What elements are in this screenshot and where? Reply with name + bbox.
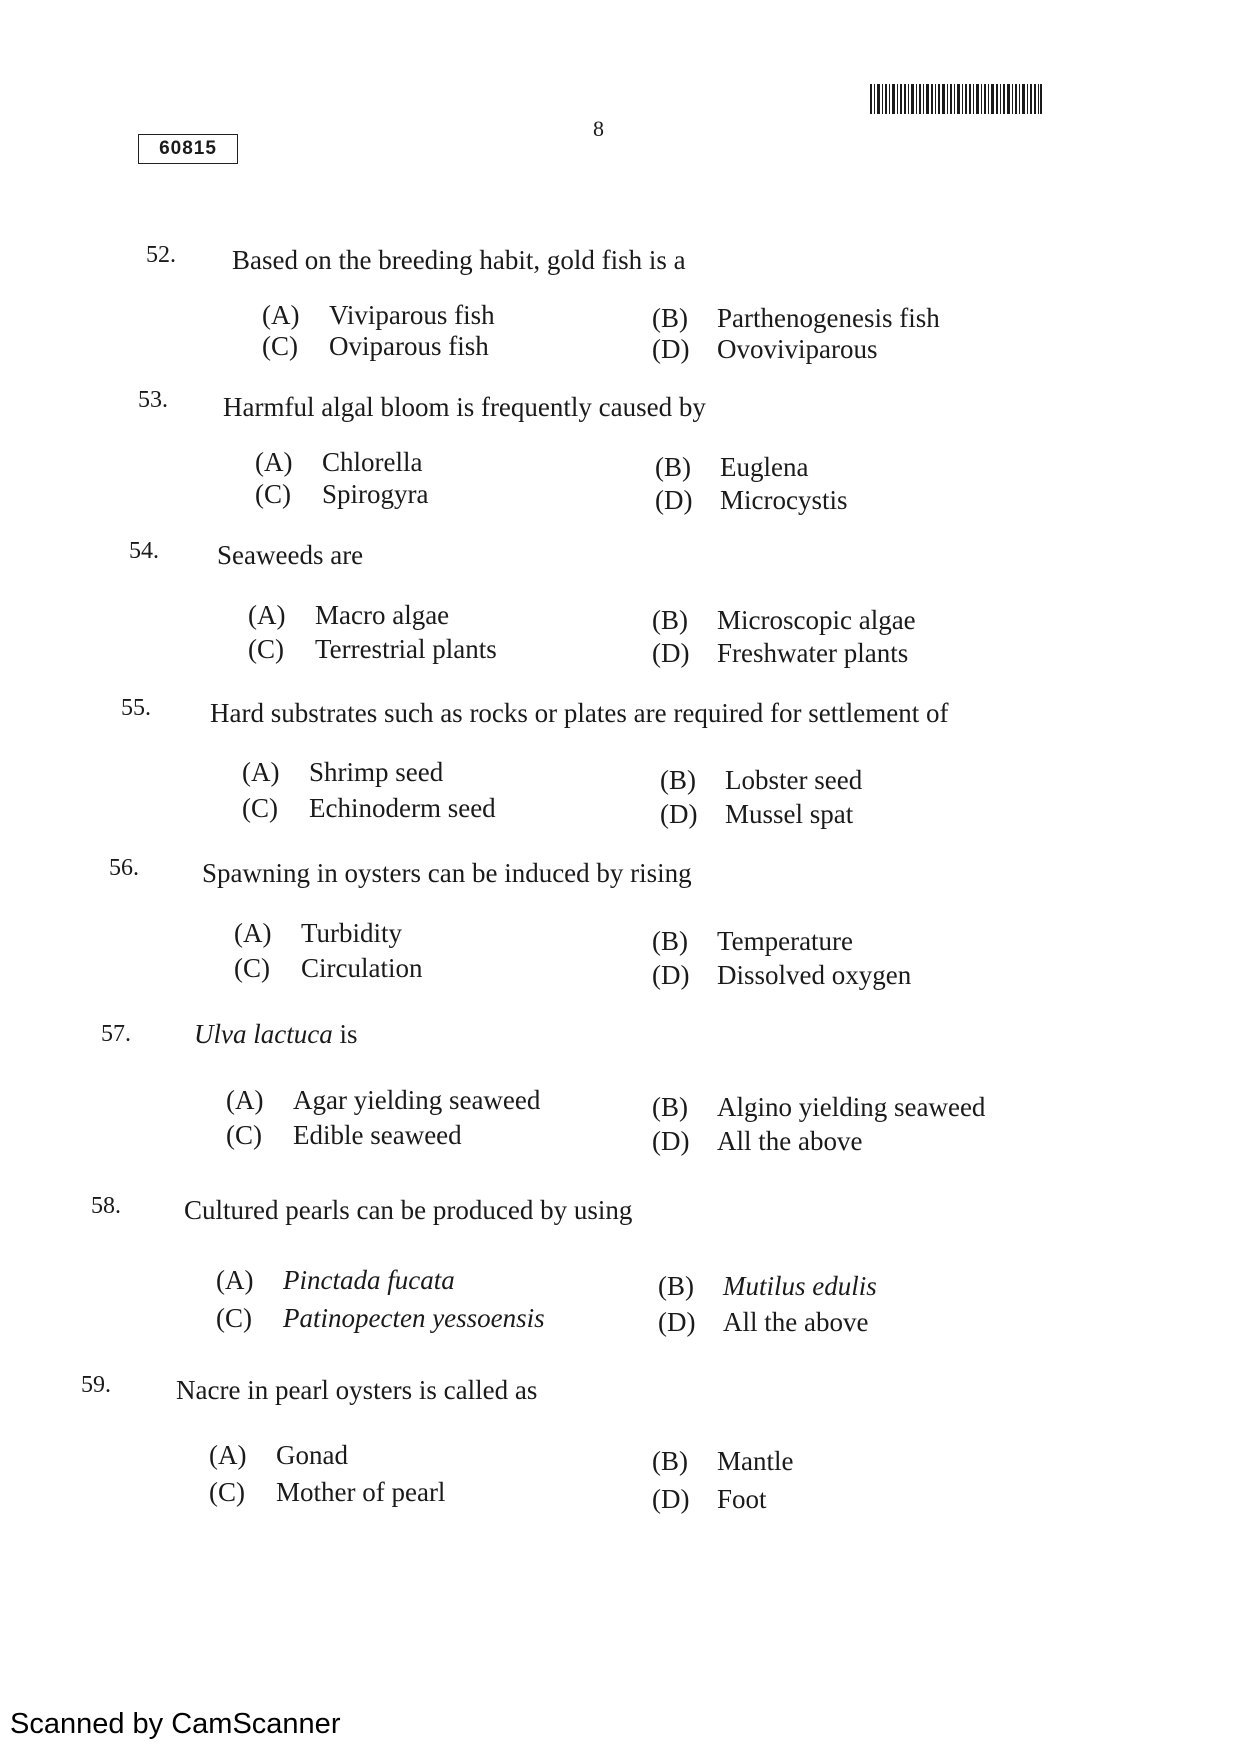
option-text: Agar yielding seaweed (293, 1085, 541, 1115)
question-text-57: Ulva lactuca is (194, 1019, 358, 1049)
option-label: (A) (262, 300, 300, 330)
option-text: Oviparous fish (329, 331, 489, 361)
option-label: (B) (652, 1092, 688, 1122)
option-label: (A) (226, 1085, 264, 1115)
option-text: Turbidity (301, 918, 403, 948)
option-text: Mutilus edulis (723, 1271, 877, 1301)
option-label: (A) (248, 600, 286, 630)
option-label: (B) (655, 452, 691, 482)
question-text-54: Seaweeds are (217, 540, 364, 570)
option-text: Dissolved oxygen (717, 960, 912, 990)
option-label: (B) (652, 605, 688, 635)
option-52-c[interactable] (262, 331, 489, 362)
option-56-b[interactable] (652, 926, 853, 957)
option-55-b[interactable] (660, 765, 862, 796)
option-label: (B) (652, 303, 688, 333)
species-name: Ulva lactuca (194, 1019, 333, 1049)
option-58-d[interactable] (658, 1307, 868, 1338)
question-text-58: Cultured pearls can be produced by using (184, 1195, 633, 1225)
option-label: (A) (242, 757, 280, 787)
option-59-c[interactable] (209, 1477, 445, 1508)
option-label: (A) (209, 1440, 247, 1470)
option-text: Gonad (276, 1440, 348, 1470)
option-label: (B) (660, 765, 696, 795)
option-text: Circulation (301, 953, 423, 983)
option-label: (C) (234, 953, 270, 983)
option-label: (C) (248, 634, 284, 664)
option-52-a[interactable] (262, 300, 495, 331)
option-text: Patinopecten yessoensis (283, 1303, 545, 1333)
option-text: Shrimp seed (309, 757, 444, 787)
option-label: (C) (209, 1477, 245, 1507)
option-59-a[interactable] (209, 1440, 348, 1471)
option-53-c[interactable] (255, 479, 428, 510)
option-text: Lobster seed (725, 765, 863, 795)
option-text: Temperature (717, 926, 854, 956)
option-label: (D) (652, 960, 690, 990)
question-number-57: 57. (101, 1021, 131, 1047)
option-53-b[interactable] (655, 452, 808, 483)
option-text: Parthenogenesis fish (717, 303, 940, 333)
option-text: Macro algae (315, 600, 450, 630)
option-55-c[interactable] (242, 793, 496, 824)
question-text-56: Spawning in oysters can be induced by rising (202, 858, 692, 888)
question-number-53: 53. (138, 387, 168, 413)
option-55-a[interactable] (242, 757, 443, 788)
option-label: (D) (652, 1126, 690, 1156)
option-57-b[interactable] (652, 1092, 985, 1123)
option-55-d[interactable] (660, 799, 853, 830)
option-label: (A) (234, 918, 272, 948)
question-number-55: 55. (121, 695, 151, 721)
option-text: Edible seaweed (293, 1120, 462, 1150)
question-text-59: Nacre in pearl oysters is called as (176, 1375, 538, 1405)
option-text: Pinctada fucata (283, 1265, 455, 1295)
option-label: (D) (655, 485, 693, 515)
option-53-d[interactable] (655, 485, 848, 516)
option-text: Chlorella (322, 447, 423, 477)
option-57-a[interactable] (226, 1085, 540, 1116)
option-57-c[interactable] (226, 1120, 462, 1151)
question-number-59: 59. (81, 1372, 111, 1398)
barcode-icon (870, 84, 1042, 114)
option-text: All the above (723, 1307, 869, 1337)
option-58-c[interactable] (216, 1303, 545, 1334)
option-label: (A) (255, 447, 293, 477)
question-text-52: Based on the breeding habit, gold fish is a (232, 245, 686, 275)
option-text: Mother of pearl (276, 1477, 446, 1507)
option-text: Echinoderm seed (309, 793, 496, 823)
option-text: Microscopic algae (717, 605, 916, 635)
option-label: (D) (658, 1307, 696, 1337)
question-number-54: 54. (129, 538, 159, 564)
option-text: Freshwater plants (717, 638, 909, 668)
option-58-a[interactable] (216, 1265, 455, 1296)
option-56-a[interactable] (234, 918, 402, 949)
option-56-d[interactable] (652, 960, 911, 991)
option-text: Ovoviviparous (717, 334, 878, 364)
option-text: All the above (717, 1126, 863, 1156)
option-label: (D) (652, 1484, 690, 1514)
option-54-d[interactable] (652, 638, 908, 669)
question-text-55: Hard substrates such as rocks or plates are required for settlement of (210, 698, 949, 728)
paper-code-box: 60815 (138, 134, 238, 164)
page-number: 8 (593, 116, 604, 141)
option-54-b[interactable] (652, 605, 916, 636)
option-text: Viviparous fish (329, 300, 495, 330)
question-number-56: 56. (109, 855, 139, 881)
option-label: (C) (226, 1120, 262, 1150)
option-text: Terrestrial plants (315, 634, 497, 664)
option-label: (A) (216, 1265, 254, 1295)
question-number-52: 52. (146, 242, 176, 268)
option-59-d[interactable] (652, 1484, 767, 1515)
question-text-53: Harmful algal bloom is frequently caused by (223, 392, 706, 422)
option-text: Mantle (717, 1446, 794, 1476)
scanner-watermark: Scanned by CamScanner (10, 1708, 341, 1740)
option-label: (D) (652, 334, 690, 364)
option-54-a[interactable] (248, 600, 449, 631)
option-label: (C) (262, 331, 298, 361)
option-text: Microcystis (720, 485, 848, 515)
option-label: (B) (652, 926, 688, 956)
option-52-d[interactable] (652, 334, 877, 365)
option-label: (C) (242, 793, 278, 823)
option-56-c[interactable] (234, 953, 422, 984)
question-number-58: 58. (91, 1193, 121, 1219)
option-label: (B) (658, 1271, 694, 1301)
option-text: Mussel spat (725, 799, 854, 829)
option-label: (D) (660, 799, 698, 829)
option-52-b[interactable] (652, 303, 940, 334)
option-59-b[interactable] (652, 1446, 793, 1477)
option-58-b[interactable] (658, 1271, 877, 1302)
option-label: (C) (255, 479, 291, 509)
option-57-d[interactable] (652, 1126, 862, 1157)
option-label: (C) (216, 1303, 252, 1333)
option-text: Algino yielding seaweed (717, 1092, 986, 1122)
option-label: (D) (652, 638, 690, 668)
option-text: Spirogyra (322, 479, 429, 509)
option-54-c[interactable] (248, 634, 497, 665)
option-text: Foot (717, 1484, 767, 1514)
option-label: (B) (652, 1446, 688, 1476)
option-text: Euglena (720, 452, 809, 482)
option-53-a[interactable] (255, 447, 422, 478)
